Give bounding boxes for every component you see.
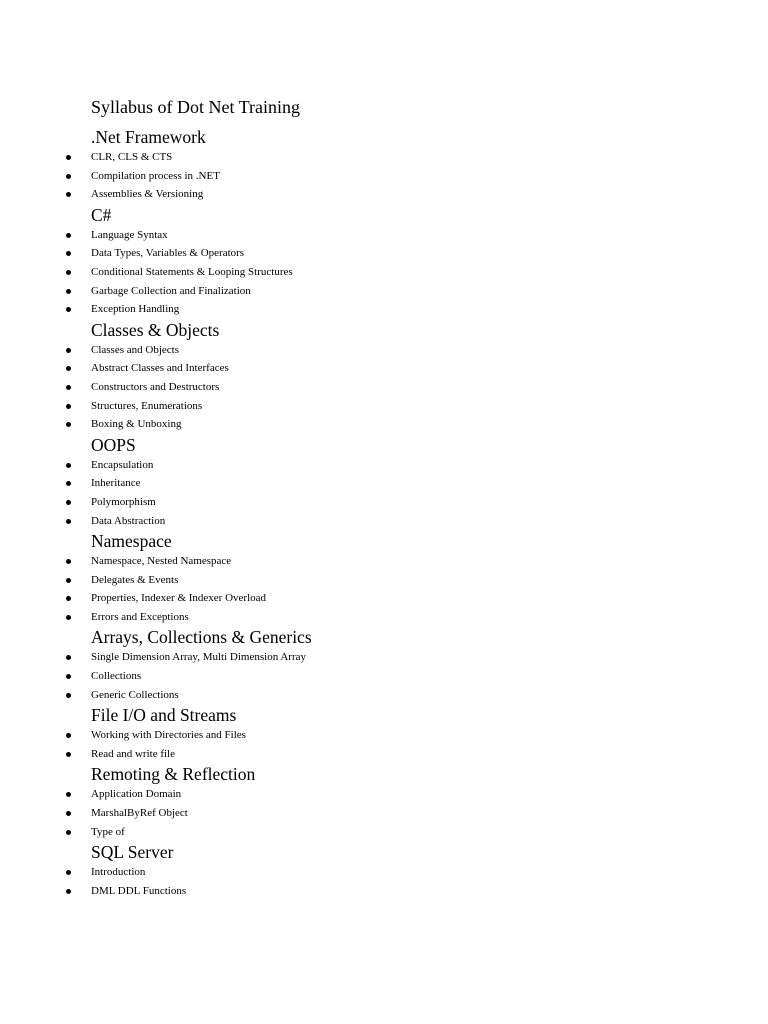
list-item (0, 341, 768, 360)
list-item-text: Data Abstraction (91, 514, 166, 527)
section-item-list (0, 552, 768, 626)
section-item-list (0, 648, 768, 704)
section-heading: SQL Server (91, 842, 174, 863)
syllabus-section (0, 841, 768, 900)
section-heading: Classes & Objects (91, 319, 220, 340)
list-item (0, 300, 768, 319)
bullet-icon (66, 655, 71, 660)
list-item (0, 493, 768, 512)
bullet-icon (66, 596, 71, 601)
list-item-text: DML DDL Functions (91, 884, 187, 897)
bullet-icon (66, 792, 71, 797)
list-item-text: Generic Collections (91, 688, 179, 701)
list-item (0, 378, 768, 397)
list-item-text: MarshalByRef Object (91, 807, 188, 820)
section-item-list (0, 148, 768, 204)
bullet-icon (66, 289, 71, 294)
bullet-icon (66, 481, 71, 486)
bullet-icon (66, 733, 71, 738)
bullet-icon (66, 385, 71, 390)
section-heading: Remoting & Reflection (91, 764, 256, 785)
list-item (0, 456, 768, 475)
section-heading: Namespace (91, 531, 172, 552)
list-item-text: Properties, Indexer & Indexer Overload (91, 592, 267, 605)
section-heading: Arrays, Collections & Generics (91, 627, 312, 648)
list-item-text: Errors and Exceptions (91, 610, 189, 623)
list-item (0, 185, 768, 204)
list-item (0, 282, 768, 301)
bullet-icon (66, 519, 71, 524)
bullet-icon (66, 889, 71, 894)
syllabus-section (0, 204, 768, 319)
list-item (0, 552, 768, 571)
list-item (0, 167, 768, 186)
list-item (0, 474, 768, 493)
list-item-text: Classes and Objects (91, 343, 179, 356)
list-item (0, 726, 768, 745)
list-item-text: Single Dimension Array, Multi Dimension Array (91, 651, 306, 664)
syllabus-section (0, 626, 768, 704)
list-item (0, 785, 768, 804)
list-item (0, 648, 768, 667)
list-item-text: Garbage Collection and Finalization (91, 284, 251, 297)
document-title: Syllabus of Dot Net Training (91, 97, 301, 117)
bullet-icon (66, 500, 71, 505)
list-item-text: Working with Directories and Files (91, 729, 246, 742)
bullet-icon (66, 270, 71, 275)
list-item (0, 745, 768, 764)
section-item-list (0, 785, 768, 841)
list-item-text: Exception Handling (91, 303, 180, 316)
bullet-icon (66, 559, 71, 564)
list-item (0, 571, 768, 590)
bullet-icon (66, 674, 71, 679)
syllabus-section (0, 434, 768, 530)
list-item-text: Structures, Enumerations (91, 399, 203, 412)
list-item (0, 882, 768, 901)
bullet-icon (66, 174, 71, 179)
section-heading: .Net Framework (91, 127, 206, 147)
bullet-icon (66, 422, 71, 427)
syllabus-section (0, 530, 768, 626)
section-item-list (0, 226, 768, 319)
list-item (0, 415, 768, 434)
list-item-text: Delegates & Events (91, 573, 179, 586)
list-item (0, 686, 768, 705)
section-heading: OOPS (91, 434, 136, 455)
list-item-text: Polymorphism (91, 495, 156, 508)
bullet-icon (66, 615, 71, 620)
list-item-text: Compilation process in .NET (91, 169, 220, 182)
bullet-icon (66, 366, 71, 371)
list-item (0, 823, 768, 842)
list-item-text: Namespace, Nested Namespace (91, 555, 232, 568)
syllabus-section (0, 763, 768, 841)
bullet-icon (66, 463, 71, 468)
list-item-text: Encapsulation (91, 458, 154, 471)
bullet-icon (66, 233, 71, 238)
list-item (0, 589, 768, 608)
list-item-text: Assemblies & Versioning (91, 188, 204, 201)
syllabus-sections (0, 126, 768, 900)
list-item-text: Inheritance (91, 477, 141, 490)
bullet-icon (66, 830, 71, 835)
list-item-text: Application Domain (91, 788, 182, 801)
list-item (0, 263, 768, 282)
list-item (0, 512, 768, 531)
list-item-text: Type of (91, 825, 125, 838)
bullet-icon (66, 192, 71, 197)
list-item (0, 359, 768, 378)
list-item-text: Constructors and Destructors (91, 380, 220, 393)
list-item (0, 244, 768, 263)
list-item (0, 148, 768, 167)
section-item-list (0, 456, 768, 530)
list-item (0, 863, 768, 882)
section-item-list (0, 726, 768, 763)
list-item-text: Language Syntax (91, 228, 168, 241)
list-item-text: Conditional Statements & Looping Structures (91, 265, 293, 278)
section-item-list (0, 341, 768, 434)
list-item-text: Read and write file (91, 747, 175, 760)
bullet-icon (66, 348, 71, 353)
list-item (0, 667, 768, 686)
list-item-text: Data Types, Variables & Operators (91, 247, 245, 260)
bullet-icon (66, 752, 71, 757)
list-item (0, 397, 768, 416)
list-item-text: Abstract Classes and Interfaces (91, 362, 229, 375)
bullet-icon (66, 693, 71, 698)
bullet-icon (66, 155, 71, 160)
section-heading: File I/O and Streams (91, 705, 237, 726)
list-item-text: Boxing & Unboxing (91, 418, 182, 431)
syllabus-section (0, 126, 768, 204)
bullet-icon (66, 251, 71, 256)
list-item (0, 608, 768, 627)
list-item (0, 804, 768, 823)
list-item-text: CLR, CLS & CTS (91, 151, 173, 163)
bullet-icon (66, 578, 71, 583)
syllabus-section (0, 704, 768, 763)
section-item-list (0, 863, 768, 900)
syllabus-section (0, 319, 768, 434)
bullet-icon (66, 307, 71, 312)
list-item-text: Collections (91, 670, 142, 683)
list-item (0, 226, 768, 245)
bullet-icon (66, 404, 71, 409)
bullet-icon (66, 870, 71, 875)
section-heading: C# (91, 204, 112, 225)
list-item-text: Introduction (91, 866, 146, 879)
bullet-icon (66, 811, 71, 816)
